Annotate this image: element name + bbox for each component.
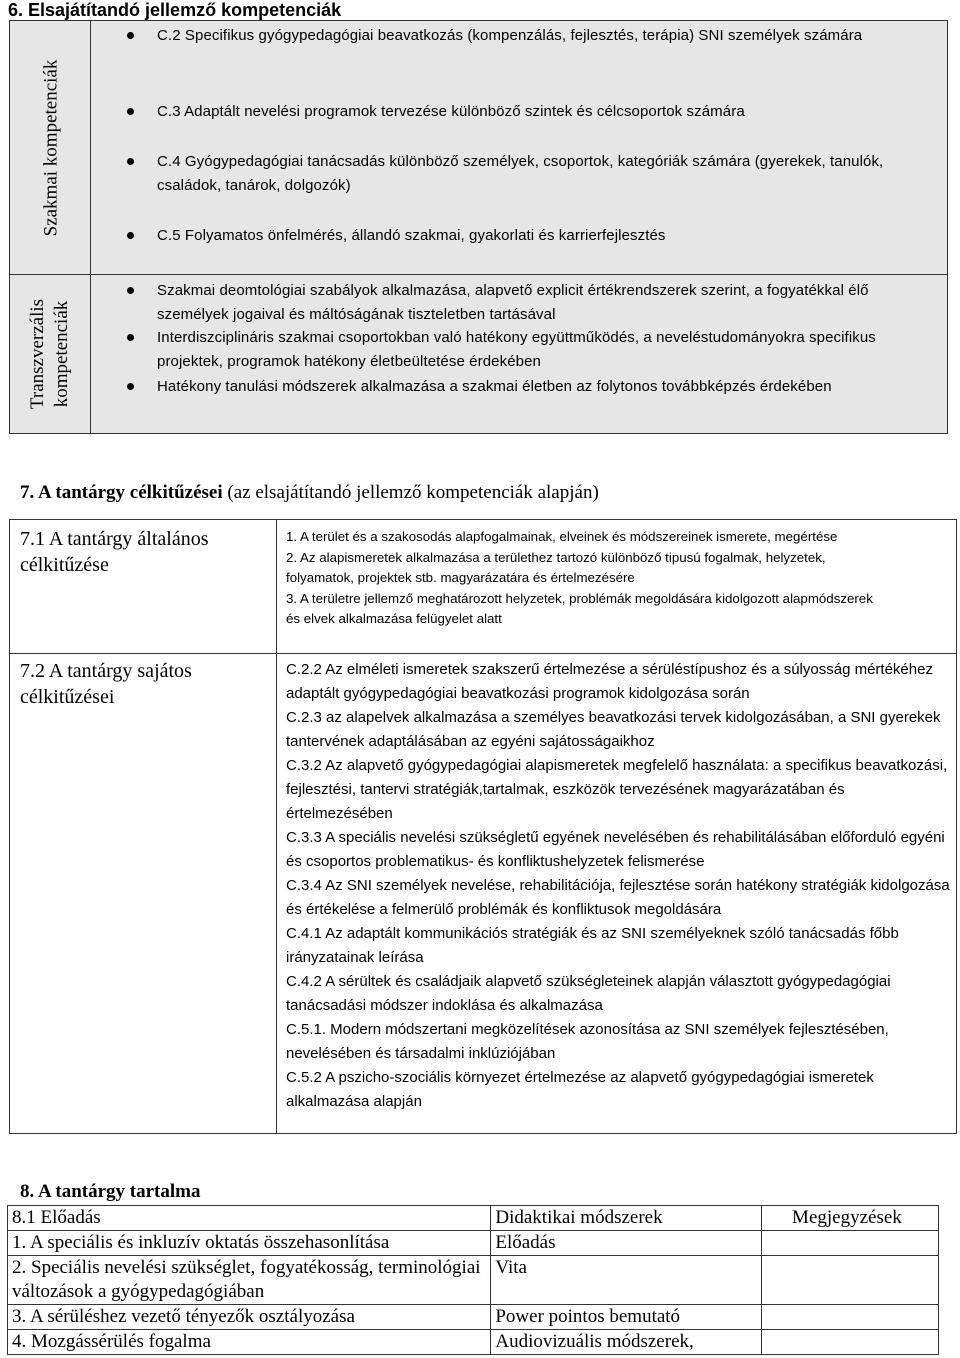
- section7-title: 7. A tantárgy célkitűzései (az elsajátítandó jellemző kompetenciák alapján): [20, 482, 599, 503]
- table-cell: Vita: [491, 1256, 762, 1305]
- table-cell: 3. A sérüléshez vezető tényezők osztályozása: [8, 1305, 491, 1330]
- szakmai-label-cell: [9, 20, 91, 275]
- specific-label: 7.2 A tantárgy sajátos célkitűzései: [20, 660, 192, 708]
- bullet-icon: [127, 334, 134, 341]
- table-header: 8.1 Előadás: [8, 1206, 491, 1231]
- specific-label-cell: [9, 653, 277, 1134]
- table-cell: 1. A speciális és inkluzív oktatás összehasonlítása: [8, 1231, 491, 1256]
- szakmai-item: C.3 Adaptált nevelési programok tervezése különböző szintek és célcsoportok számára: [157, 100, 937, 124]
- table-row: [8, 1305, 939, 1330]
- table-cell: [762, 1231, 939, 1256]
- section6-title: 6. Elsajátítandó jellemző kompetenciák: [8, 0, 342, 20]
- transz-item: Szakmai deomtológiai szabályok alkalmazása, alapvető explicit értékrendszerek szerint, a fogyatékkal élő személyek jogaival és máltóságának tiszteletben tartásával: [157, 279, 917, 327]
- section8-title: 8. A tantárgy tartalma: [20, 1181, 201, 1202]
- table-cell: [762, 1256, 939, 1305]
- table-row: [8, 1330, 939, 1355]
- table-cell: [762, 1305, 939, 1330]
- szakmai-label: Szakmai kompetenciák: [40, 59, 62, 237]
- transz-label-cell: [9, 274, 91, 434]
- table-row: [8, 1231, 939, 1256]
- table-cell: 2. Speciális nevelési szükséglet, fogyatékosság, terminológiai változások a gyógypedagógiában: [8, 1256, 491, 1305]
- bullet-icon: [127, 232, 134, 239]
- transz-item: Hatékony tanulási módszerek alkalmazása a szakmai életben az folytonos továbbképzés érdekében: [157, 375, 877, 399]
- specific-items: C.2.2 Az elméleti ismeretek szakszerű értelmezése a sérüléstípushoz és a súlyosság mértékéhez adaptált gyógypedagógiai beavatkozási programok kidolgozása során C.2.3 az alapelvek alkalmazása a személyes beavatkozási tervek kidolgozásában, a SNI gyerekek tantervének adaptálásában az egyéni sajátosságaikhoz C.3.2 Az alapvető gyógypedagógiai alapismeretek megfelelő használata: a specifikus beavatkozási, fejlesztési, tantervi stratégiák,tartalmak, eszközök tervezésének magyarázatában és értelmezésében C.3.3 A speciális nevelési szükségletű egyének nevelésében és rehabilitálásában előforduló egyéni és csoportos problematikus- és konfliktushelyzetek felismerése C.3.4 Az SNI személyek nevelése, rehabilitációja, fejlesztése során hatékony stratégiák kidolgozása és értékelése a felmerülő problémák és konfliktusok megoldására C.4.1 Az adaptált kommunikációs stratégiák és az SNI személyeknek szóló tanácsadás főbb irányzatainak leírása C.4.2 A sérültek és családjaik alapvető szükségleteinek alapján választott gyógypedagógiai tanácsadási módszer indoklása és alkalmazása C.5.1. Modern módszertani megközelítések azonosítása az SNI személyek fejlesztésében, nevelésében és társadalmi inklúziójában C.5.2 A pszicho-szociális környezet értelmezése az alapvető gyógypedagógiai ismeretek alkalmazása alapján: [286, 661, 950, 1110]
- table-header: Megjegyzések: [762, 1206, 939, 1231]
- bullet-icon: [127, 383, 134, 390]
- table-cell: Audiovizuális módszerek,: [491, 1330, 762, 1355]
- table-cell: Power pointos bemutató: [491, 1305, 762, 1330]
- szakmai-item: C.4 Gyógypedagógiai tanácsadás különböző személyek, csoportok, kategóriák számára (gyerekek, tanulók, családok, tanárok, dolgozók): [157, 150, 947, 198]
- transz-item: Interdiszciplináris szakmai csoportokban való hatékony együttműködés, a neveléstudományokra specifikus projektek, programok hatékony életbeültetése érdekében: [157, 326, 937, 374]
- bullet-icon: [127, 108, 134, 115]
- table-cell: 4. Mozgássérülés fogalma: [8, 1330, 491, 1355]
- table-row: [8, 1256, 939, 1305]
- szakmai-item: C.5 Folyamatos önfelmérés, állandó szakmai, gyakorlati és karrierfejlesztés: [157, 224, 937, 248]
- table-header: Didaktikai módszerek: [491, 1206, 762, 1231]
- table-header-row: [8, 1206, 939, 1231]
- szakmai-item: C.2 Specifikus gyógypedagógiai beavatkozás (kompenzálás, fejlesztés, terápia) SNI személyek számára: [157, 24, 937, 48]
- bullet-icon: [127, 287, 134, 294]
- general-items: 1. A terület és a szakosodás alapfogalmainak, elveinek és módszereinek ismerete, megértése 2. Az alapismeretek alkalmazása a területhez tartozó különböző tipusú fogalmak, helyzetek, folyamatok, projektek stb. magyarázatára és értelmezésére 3. A területre jellemző meghatározott helyzetek, problémák megoldására kidolgozott alapmódszerek és elvek alkalmazása felügyelet alatt: [286, 529, 873, 627]
- table-cell: Előadás: [491, 1231, 762, 1256]
- specific-items-cell: [276, 653, 957, 1134]
- general-items-cell: [276, 519, 957, 654]
- content-table: [7, 1205, 939, 1355]
- general-label: 7.1 A tantárgy általános célkitűzése: [20, 528, 209, 576]
- table-cell: [762, 1330, 939, 1355]
- transz-label: Transzverzális kompetenciák: [27, 298, 72, 410]
- general-label-cell: [9, 519, 277, 654]
- bullet-icon: [127, 32, 134, 39]
- bullet-icon: [127, 158, 134, 165]
